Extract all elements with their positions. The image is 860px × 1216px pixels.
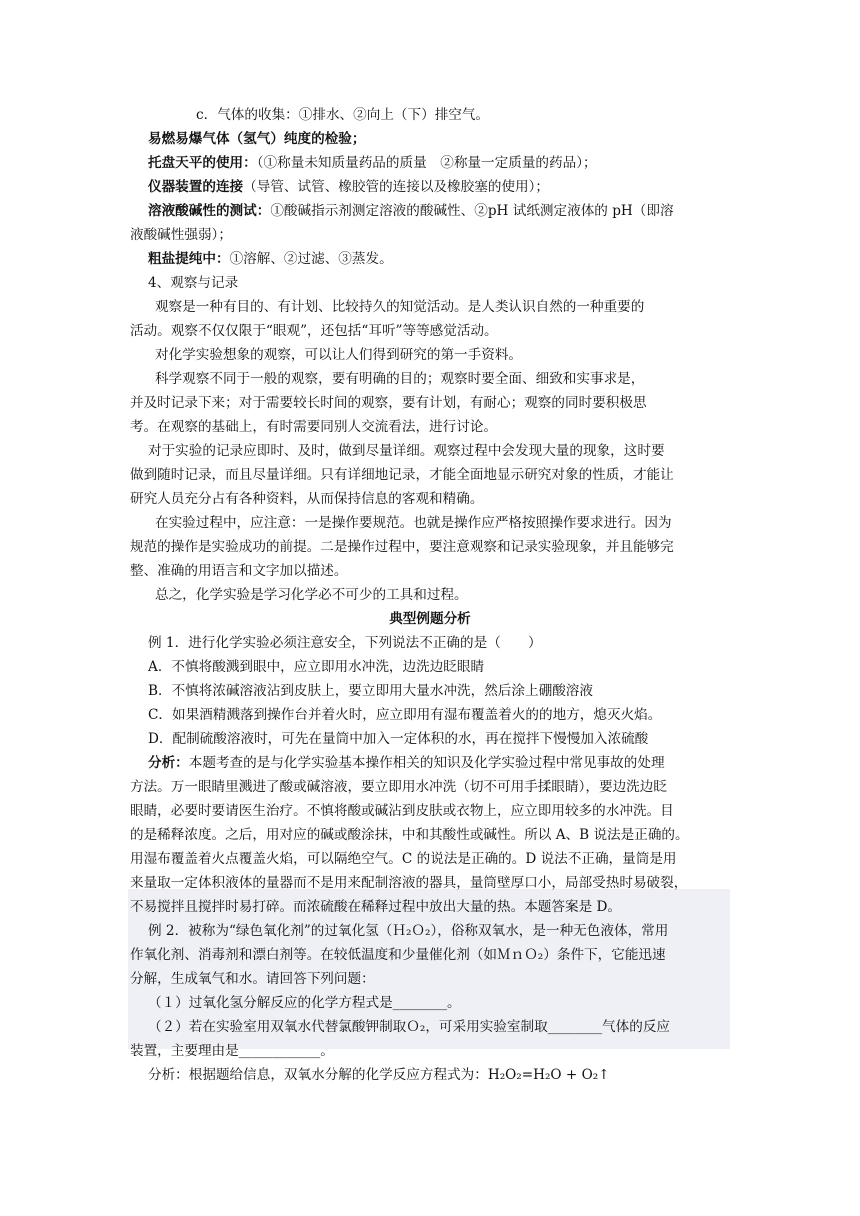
question-line: 例 1．进行化学实验必须注意安全，下列说法不正确的是（ ） [148, 635, 542, 651]
bold-term: 仪器装置的连接 [148, 179, 244, 195]
question-part-1: （１）过氧化氢分解反应的化学方程式是________。 [148, 995, 461, 1011]
text-line: 总之，化学实验是学习化学必不可少的工具和过程。 [155, 587, 468, 603]
text-line: 方法。万一眼睛里溅进了酸或碱溶液，要立即用水冲洗（切不可用手揉眼睛），要边洗边眨 [130, 779, 667, 795]
text-line: 来量取一定体积液体的量器而不是用来配制溶液的器具，量筒壁厚口小，局部受热时易破裂， [130, 875, 688, 891]
analysis-line [148, 751, 748, 775]
text-line [148, 175, 748, 199]
text-line: 在实验过程中，应注意：一是操作要规范。也就是操作应严格按照操作要求进行。因为 [155, 515, 672, 531]
text-line: 规范的操作是实验成功的前提。二是操作过程中，要注意观察和记录实验现象，并且能够完 [130, 539, 674, 555]
text-line: 研究人员充分占有各种资料，从而保持信息的客观和精确。 [130, 491, 484, 507]
text-span: （导管、试管、橡胶管的连接以及橡胶塞的使用）； [243, 179, 550, 195]
section-heading: 典型例题分析 [389, 611, 471, 627]
bold-term: 分析： [148, 755, 189, 771]
text-line: 活动。观察不仅仅限于“眼观”，还包括“耳听”等等感觉活动。 [130, 323, 498, 339]
text-line: 用湿布覆盖着火点覆盖火焰，可以隔绝空气。C 的说法是正确的。D 说法不正确，量筒是用 [130, 851, 677, 867]
section-heading: 4、观察与记录 [148, 275, 239, 291]
bold-term: 粗盐提纯中： [148, 251, 230, 267]
text-line: 整、准确的用语言和文字加以描述。 [130, 563, 348, 579]
text-line: 分解，生成氧气和水。请回答下列问题： [130, 971, 375, 987]
question-part-2: （２）若在实验室用双氧水代替氯酸钾制取Ｏ₂，可采用实验室制取________气体的反应 [148, 1019, 671, 1035]
bold-term: 托盘天平的使用： [148, 155, 257, 171]
text-span: ①溶解、②过滤、③蒸发。 [229, 251, 393, 267]
text-line: 对化学实验想象的观察，可以让人们得到研究的第一手资料。 [155, 347, 523, 363]
text-line [148, 247, 748, 271]
option-a: A．不慎将酸溅到眼中，应立即用水冲洗，边洗边眨眼睛 [148, 659, 485, 675]
text-line: 液酸碱性强弱）； [130, 227, 232, 243]
text-line: 作氧化剂、消毒剂和漂白剂等。在较低温度和少量催化剂（如ＭｎＯ₂）条件下，它能迅速 [130, 947, 666, 963]
text-span: （①称量未知质量药品的质量 ②称量一定质量的药品）； [256, 155, 597, 171]
text-line [148, 199, 748, 223]
text-line: 科学观察不同于一般的观察，要有明确的目的；观察时要全面、细致和实事求是， [155, 371, 645, 387]
option-b: B．不慎将浓碱溶液沾到皮肤上，要立即用大量水冲洗，然后涂上硼酸溶液 [148, 683, 593, 699]
text-line: 不易搅拌且搅拌时易打碎。而浓硫酸在稀释过程中放出大量的热。本题答案是 D。 [130, 899, 621, 915]
option-d: D．配制硫酸溶液时，可先在量筒中加入一定体积的水，再在搅拌下慢慢加入浓硫酸 [148, 731, 649, 747]
text-line: c．气体的收集：①排水、②向上（下）排空气。 [196, 107, 490, 123]
text-span: 本题考查的是与化学实验基本操作相关的知识及化学实验过程中常见事故的处理 [188, 755, 665, 771]
analysis-line: 分析：根据题给信息，双氧水分解的化学反应方程式为：H₂O₂=H₂O + O₂↑ [148, 1067, 610, 1083]
option-c: C．如果酒精溅落到操作台并着火时，应立即用有湿布覆盖着火的的地方，熄灭火焰。 [148, 707, 662, 723]
text-line [148, 151, 748, 175]
text-line: 对于实验的记录应即时、及时，做到尽量详细。观察过程中会发现大量的现象，这时要 [148, 443, 665, 459]
question-line: 例 2．被称为“绿色氧化剂”的过氧化氢（Ｈ₂Ｏ₂），俗称双氧水，是一种无色液体，常用 [148, 923, 669, 939]
text-line: 考。在观察的基础上，有时需要同别人交流看法，进行讨论。 [130, 419, 498, 435]
subheading-line: 易燃易爆气体（氢气）纯度的检验； [148, 131, 366, 147]
text-line: 观察是一种有目的、有计划、比较持久的知觉活动。是人类认识自然的一种重要的 [155, 299, 645, 315]
text-line: 的是稀释浓度。之后，用对应的碱或酸涂抹，中和其酸性或碱性。所以 A、B 说法是正确的。 [130, 827, 689, 843]
text-span: ①酸碱指示剂测定溶液的酸碱性、②pH 试纸测定液体的 pH（即溶 [270, 203, 674, 219]
text-line: 装置，主要理由是____________。 [130, 1043, 334, 1059]
text-line: 并及时记录下来；对于需要较长时间的观察，要有计划，有耐心；观察的同时要积极思 [130, 395, 647, 411]
text-line: 做到随时记录，而且尽量详细。只有详细地记录，才能全面地显示研究对象的性质，才能让 [130, 467, 674, 483]
text-line: 眼睛，必要时要请医生治疗。不慎将酸或碱沾到皮肤或衣物上，应立即用较多的水冲洗。目 [130, 803, 674, 819]
bold-term: 溶液酸碱性的测试： [148, 203, 271, 219]
